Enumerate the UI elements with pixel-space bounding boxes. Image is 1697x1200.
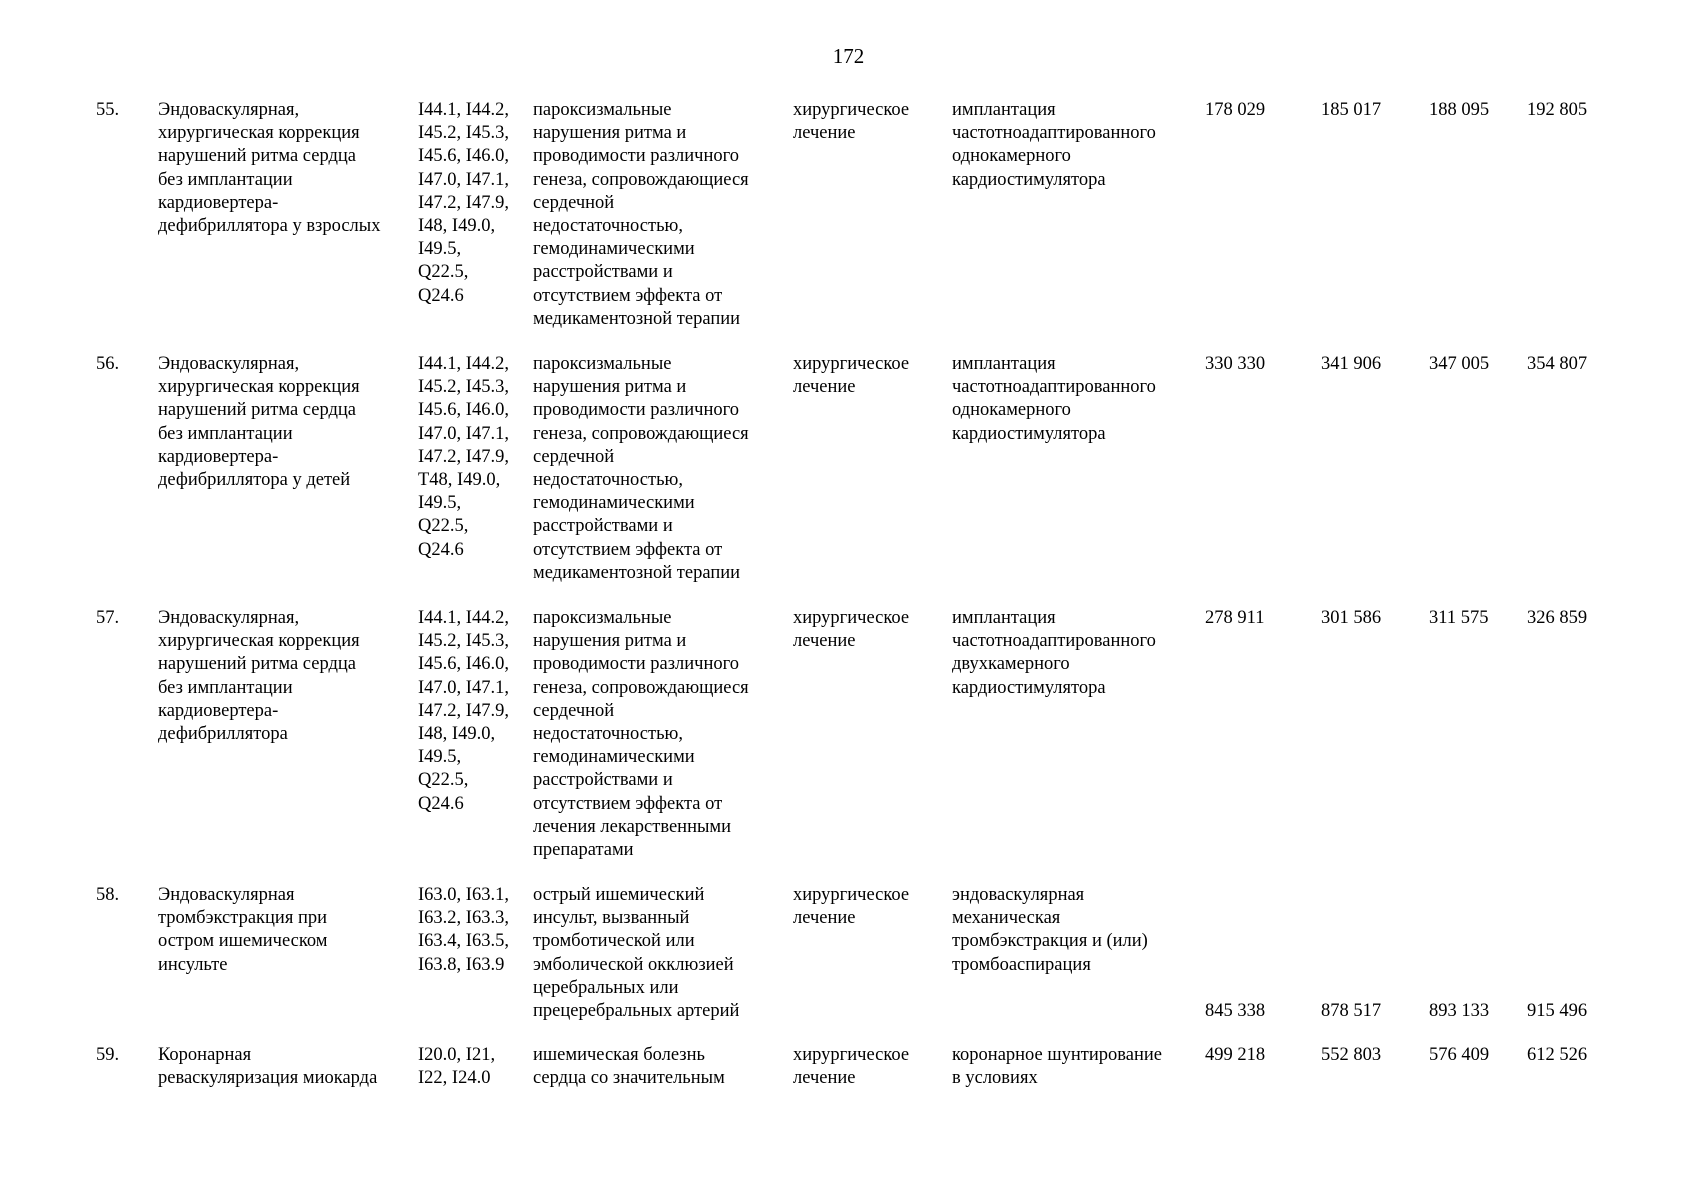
cost-value: 552 803 xyxy=(1321,1045,1382,1065)
treatment-method: эндоваскулярная механическая тромбэкстракция и (или) тромбоаспирация xyxy=(952,885,1148,975)
cost-value: 311 575 xyxy=(1429,608,1489,628)
care-type-name: Эндоваскулярная, хирургическая коррекция нарушений ритма сердца без имплантации кардиовертера- дефибриллятора у детей xyxy=(158,354,360,491)
patient-model: ишемическая болезнь сердца со значительным xyxy=(533,1045,725,1089)
cost-value: 347 005 xyxy=(1429,354,1490,374)
icd-codes: I44.1, I44.2, I45.2, I45.3, I45.6, I46.0, I47.0, I47.1, I47.2, I47.9, I48, I49.0, I49.5, Q22.5, Q24.6 xyxy=(418,100,509,306)
cost-value: 499 218 xyxy=(1205,1045,1266,1065)
treatment-method: коронарное шунтирование в условиях xyxy=(952,1045,1162,1089)
icd-codes: I63.0, I63.1, I63.2, I63.3, I63.4, I63.5, I63.8, I63.9 xyxy=(418,885,509,975)
cost-value: 341 906 xyxy=(1321,354,1382,374)
cost-value: 915 496 xyxy=(1527,1001,1588,1021)
care-type-name: Эндоваскулярная, хирургическая коррекция нарушений ритма сердца без имплантации кардиовертера- дефибриллятора xyxy=(158,608,360,745)
treatment-type: хирургическое лечение xyxy=(793,608,910,652)
patient-model: пароксизмальные нарушения ритма и проводимости различного генеза, сопровождающиеся сердечной недостаточностью, гемодинамическими расстройствами и отсутствием эффекта от лечения лекарственными препаратами xyxy=(533,608,749,861)
treatment-type: хирургическое лечение xyxy=(793,354,910,398)
patient-model: пароксизмальные нарушения ритма и проводимости различного генеза, сопровождающиеся сердечной недостаточностью, гемодинамическими расстройствами и отсутствием эффекта от медикаментозной терапии xyxy=(533,100,749,329)
patient-model: острый ишемический инсульт, вызванный тромботической или эмболической окклюзией церебральных или прецеребральных артерий xyxy=(533,885,740,1022)
row-number: 55. xyxy=(96,100,120,120)
care-type-name: Эндоваскулярная, хирургическая коррекция нарушений ритма сердца без имплантации кардиовертера- дефибриллятора у взрослых xyxy=(158,100,381,237)
row-number: 57. xyxy=(96,608,120,628)
cost-value: 845 338 xyxy=(1205,1001,1266,1021)
treatment-method: имплантация частотноадаптированного однокамерного кардиостимулятора xyxy=(952,100,1156,190)
cost-value: 878 517 xyxy=(1321,1001,1382,1021)
cost-value: 354 807 xyxy=(1527,354,1588,374)
row-number: 56. xyxy=(96,354,120,374)
icd-codes: I44.1, I44.2, I45.2, I45.3, I45.6, I46.0, I47.0, I47.1, I47.2, I47.9, I48, I49.0, I49.5, Q22.5, Q24.6 xyxy=(418,608,509,814)
treatment-type: хирургическое лечение xyxy=(793,1045,910,1089)
cost-value: 188 095 xyxy=(1429,100,1490,120)
care-type-name: Коронарная реваскуляризация миокарда xyxy=(158,1045,378,1089)
cost-value: 192 805 xyxy=(1527,100,1588,120)
cost-value: 185 017 xyxy=(1321,100,1382,120)
cost-value: 612 526 xyxy=(1527,1045,1588,1065)
page-number: 172 xyxy=(832,44,865,68)
cost-value: 278 911 xyxy=(1205,608,1265,628)
treatment-method: имплантация частотноадаптированного двухкамерного кардиостимулятора xyxy=(952,608,1156,698)
treatment-type: хирургическое лечение xyxy=(793,100,910,144)
treatment-method: имплантация частотноадаптированного однокамерного кардиостимулятора xyxy=(952,354,1156,444)
care-type-name: Эндоваскулярная тромбэкстракция при остром ишемическом инсульте xyxy=(158,885,328,975)
row-number: 59. xyxy=(96,1045,120,1065)
cost-value: 326 859 xyxy=(1527,608,1588,628)
icd-codes: I44.1, I44.2, I45.2, I45.3, I45.6, I46.0, I47.0, I47.1, I47.2, I47.9, T48, I49.0, I49.5, Q22.5, Q24.6 xyxy=(418,354,509,560)
row-number: 58. xyxy=(96,885,120,905)
cost-value: 576 409 xyxy=(1429,1045,1490,1065)
cost-value: 178 029 xyxy=(1205,100,1266,120)
icd-codes: I20.0, I21, I22, I24.0 xyxy=(418,1045,496,1089)
cost-value: 301 586 xyxy=(1321,608,1382,628)
cost-value: 893 133 xyxy=(1429,1001,1490,1021)
patient-model: пароксизмальные нарушения ритма и проводимости различного генеза, сопровождающиеся сердечной недостаточностью, гемодинамическими расстройствами и отсутствием эффекта от медикаментозной терапии xyxy=(533,354,749,583)
treatment-type: хирургическое лечение xyxy=(793,885,910,929)
cost-value: 330 330 xyxy=(1205,354,1266,374)
